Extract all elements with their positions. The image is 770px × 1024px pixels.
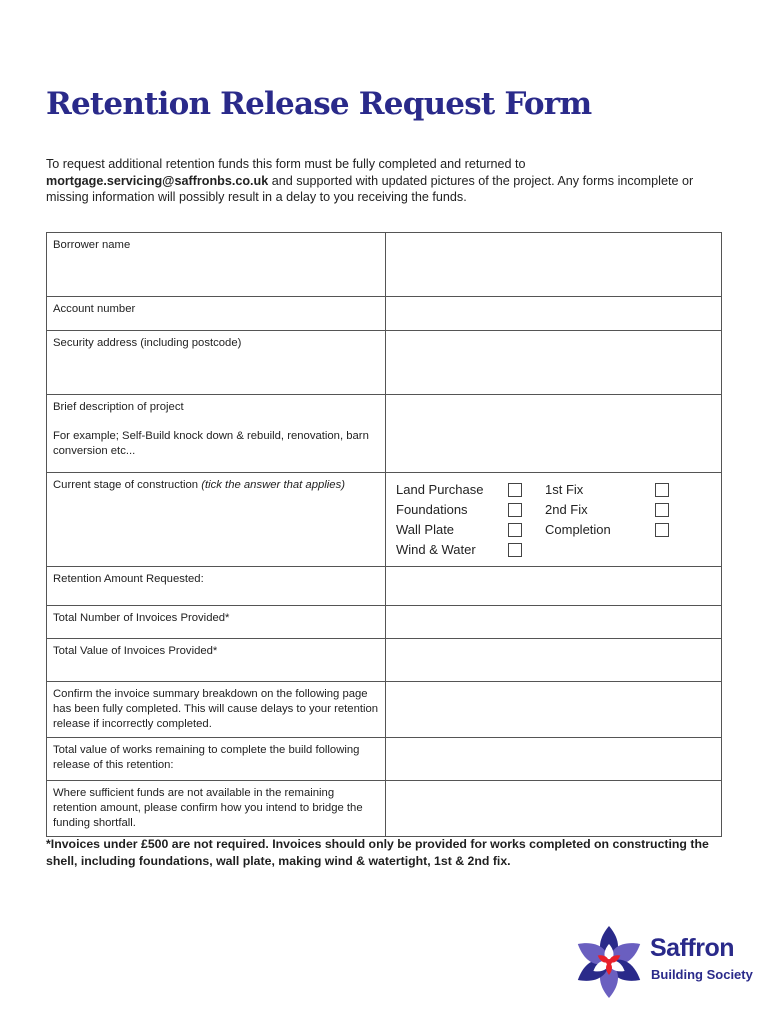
- funding-shortfall-label: Where sufficient funds are not available in the remaining retention amount, please confirm how you intend to bridge the funding shortfall.: [47, 781, 386, 837]
- intro-text: [46, 156, 726, 206]
- works-remaining-label: Total value of works remaining to complete the build following release of this retention:: [47, 738, 386, 781]
- first-fix-checkbox[interactable]: [655, 483, 669, 497]
- invoice-value-label: Total Value of Invoices Provided*: [47, 639, 386, 682]
- borrower-name-field[interactable]: [386, 233, 722, 297]
- row-invoice-value: [47, 639, 722, 682]
- row-retention-amount: [47, 567, 722, 606]
- retention-amount-label: Retention Amount Requested:: [47, 567, 386, 606]
- row-security-address: [47, 331, 722, 395]
- account-number-label: Account number: [47, 297, 386, 331]
- retention-form-table: [46, 232, 722, 837]
- saffron-logo: [572, 924, 762, 1000]
- saffron-flower-icon: [572, 924, 648, 1000]
- row-account-number: [47, 297, 722, 331]
- borrower-name-label: Borrower name: [47, 233, 386, 297]
- intro-text-end: and supported with updated pictures of the project. Any forms incomplete or missing information will possibly result in a delay to you receiving the funds.: [46, 173, 694, 204]
- option-first-fix-label: 1st Fix: [545, 482, 584, 497]
- invoice-count-label: Total Number of Invoices Provided*: [47, 606, 386, 639]
- row-confirm-summary: [47, 682, 722, 738]
- foundations-checkbox[interactable]: [508, 503, 522, 517]
- logo-subtitle: Building Society: [651, 967, 753, 982]
- project-description-label: Brief description of project: [53, 401, 184, 413]
- option-wind-water-label: Wind & Water: [396, 542, 476, 557]
- retention-amount-field[interactable]: [386, 567, 722, 606]
- funding-shortfall-field[interactable]: [386, 781, 722, 837]
- row-invoice-count: [47, 606, 722, 639]
- project-description-cell: [47, 395, 386, 473]
- construction-stage-cell: [47, 473, 386, 567]
- land-purchase-checkbox[interactable]: [508, 483, 522, 497]
- wind-water-checkbox[interactable]: [508, 543, 522, 557]
- row-project-description: [47, 395, 722, 473]
- option-wall-plate-label: Wall Plate: [396, 522, 455, 537]
- row-construction-stage: [47, 473, 722, 567]
- option-land-purchase-label: Land Purchase: [396, 482, 484, 497]
- email-link[interactable]: mortgage.servicing@saffronbs.co.uk: [46, 173, 269, 188]
- construction-stage-note: (tick the answer that applies): [201, 479, 345, 491]
- logo-wordmark: Saffron: [650, 934, 734, 962]
- security-address-field[interactable]: [386, 331, 722, 395]
- account-number-field[interactable]: [386, 297, 722, 331]
- row-funding-shortfall: [47, 781, 722, 837]
- option-completion-label: Completion: [545, 522, 611, 537]
- security-address-label: Security address (including postcode): [47, 331, 386, 395]
- intro-text-start: To request additional retention funds this form must be fully completed and returned to: [46, 157, 526, 171]
- confirm-summary-field[interactable]: [386, 682, 722, 738]
- row-works-remaining: [47, 738, 722, 781]
- construction-stage-options: [386, 473, 722, 567]
- invoice-value-field[interactable]: [386, 639, 722, 682]
- works-remaining-field[interactable]: [386, 738, 722, 781]
- confirm-summary-label: Confirm the invoice summary breakdown on the following page has been fully completed. This will cause delays to your retention release if incorrectly completed.: [47, 682, 386, 738]
- option-foundations-label: Foundations: [396, 502, 468, 517]
- invoice-footnote: *Invoices under £500 are not required. Invoices should only be provided for works completed on constructing the shell, including foundations, wall plate, making wind & watertight, 1st & 2nd fix.: [46, 837, 709, 868]
- second-fix-checkbox[interactable]: [655, 503, 669, 517]
- wall-plate-checkbox[interactable]: [508, 523, 522, 537]
- project-example-text: For example; Self-Build knock down & rebuild, renovation, barn conversion etc...: [53, 430, 369, 457]
- project-description-field[interactable]: [386, 395, 722, 473]
- row-borrower-name: [47, 233, 722, 297]
- option-second-fix-label: 2nd Fix: [545, 502, 588, 517]
- invoice-count-field[interactable]: [386, 606, 722, 639]
- form-title: Retention Release Request Form: [46, 86, 592, 122]
- construction-stage-label: Current stage of construction: [53, 479, 199, 491]
- completion-checkbox[interactable]: [655, 523, 669, 537]
